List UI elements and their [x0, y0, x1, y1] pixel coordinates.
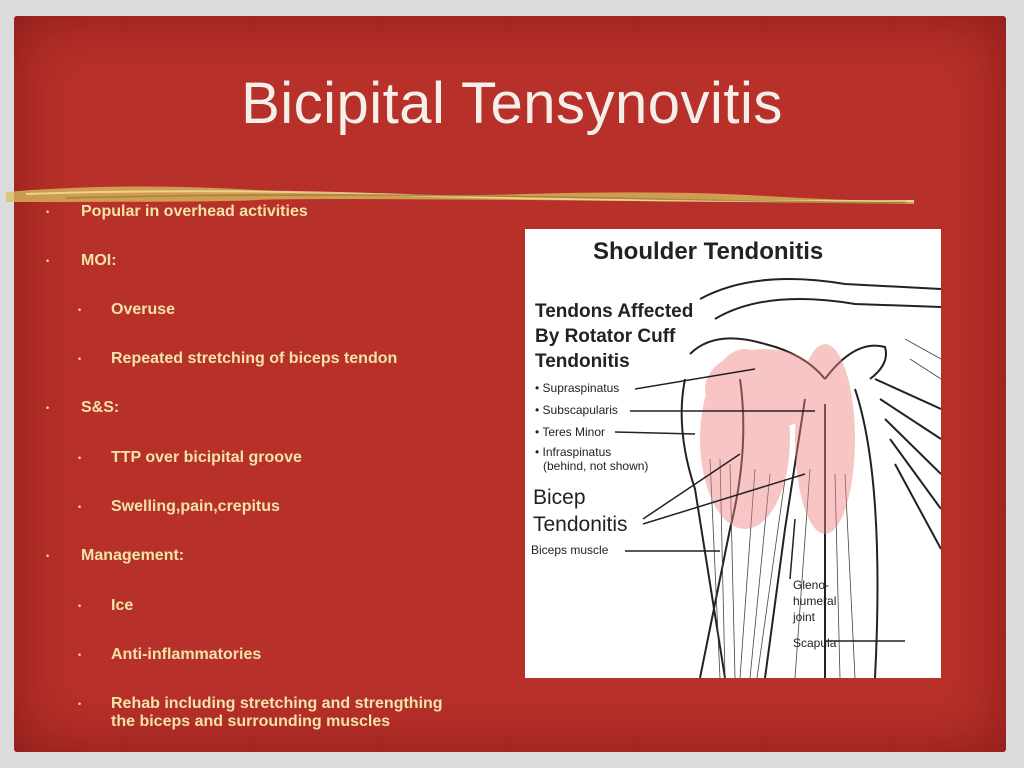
figure-list-note: (behind, not shown)	[543, 459, 649, 473]
figure-heading-3: Tendonitis	[535, 351, 630, 372]
bullet-marker: •	[78, 305, 82, 315]
figure-title: Shoulder Tendonitis	[593, 238, 824, 265]
bullet-item: the biceps and surrounding muscles	[111, 713, 391, 730]
bullet-marker: •	[46, 403, 50, 413]
bullet-item: TTP over bicipital groove	[111, 449, 302, 466]
shoulder-anatomy-illustration	[525, 229, 941, 678]
figure-scapula-label: Scapula	[793, 636, 837, 650]
bullet-item: Popular in overhead activities	[81, 203, 308, 220]
bullet-item: Anti-inflammatories	[111, 646, 262, 663]
bullet-item: Swelling,pain,crepitus	[111, 498, 280, 515]
bullet-marker: •	[46, 207, 50, 217]
figure-heading-2: By Rotator Cuff	[535, 326, 676, 347]
figure-bicep-label-1: Bicep	[533, 486, 586, 509]
figure-list-item: • Teres Minor	[535, 425, 606, 439]
figure-gleno-label-2: humeral	[793, 594, 837, 608]
bullet-marker: •	[78, 502, 82, 512]
bullet-item: Ice	[111, 597, 134, 614]
figure-biceps-muscle-label: Biceps muscle	[531, 543, 609, 557]
bullet-marker: •	[78, 699, 82, 709]
bullet-item: MOI:	[81, 252, 117, 269]
bullet-marker: •	[78, 601, 82, 611]
bullet-item: Repeated stretching of biceps tendon	[111, 350, 398, 367]
bullet-marker: •	[78, 650, 82, 660]
slide-title: Bicipital Tensynovitis	[241, 71, 783, 136]
bullet-marker: •	[78, 354, 82, 364]
shoulder-tendonitis-figure	[525, 229, 941, 678]
bullet-marker: •	[46, 551, 50, 561]
figure-list-item: • Infraspinatus	[535, 445, 612, 459]
bullet-item: S&S:	[81, 399, 120, 416]
figure-list-item: • Supraspinatus	[535, 381, 620, 395]
bullet-item: Management:	[81, 547, 185, 564]
figure-bicep-label-2: Tendonitis	[533, 513, 628, 536]
figure-gleno-label-1: Gleno-	[793, 578, 830, 592]
bullet-item: Overuse	[111, 301, 176, 318]
figure-gleno-label-3: joint	[793, 610, 816, 624]
figure-list-item: • Subscapularis	[535, 403, 618, 417]
bullet-marker: •	[46, 256, 50, 266]
figure-heading-1: Tendons Affected	[535, 301, 694, 322]
bullet-marker: •	[78, 453, 82, 463]
bullet-item: Rehab including stretching and strengthing	[111, 695, 443, 712]
